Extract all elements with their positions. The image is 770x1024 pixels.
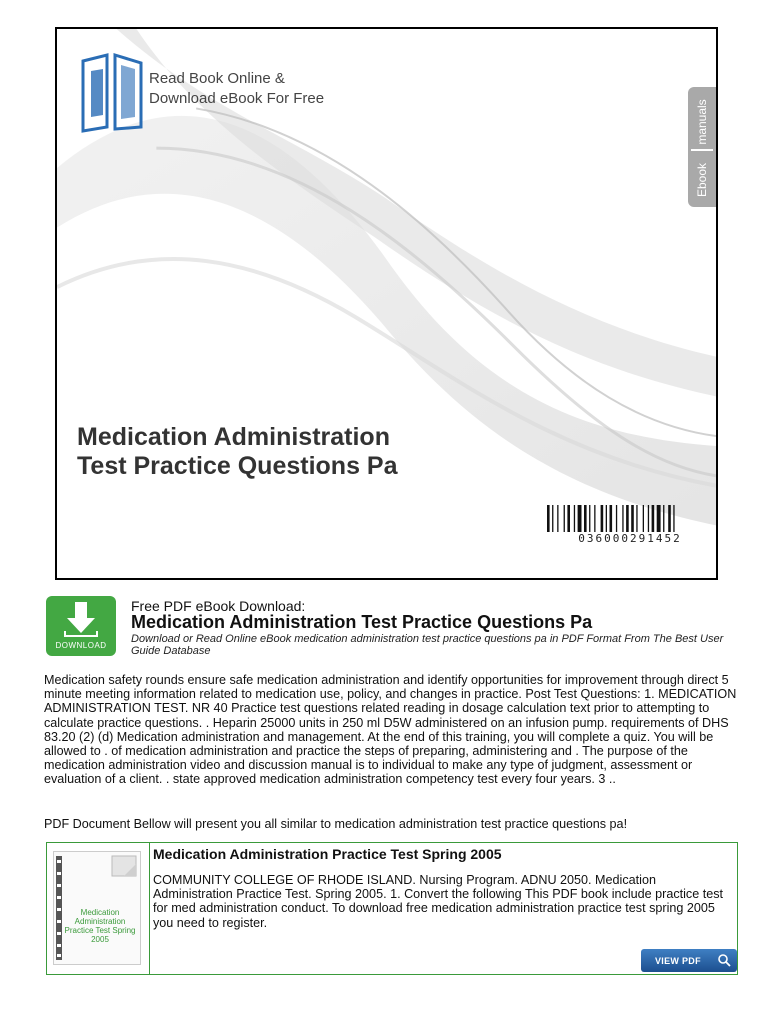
barcode-bar [552, 505, 553, 535]
barcode-bar [601, 505, 604, 535]
book-logo-icon [77, 51, 149, 135]
barcode-bar [584, 505, 587, 535]
barcode-bar [547, 505, 550, 535]
barcode-bar [589, 505, 590, 535]
pdf-document-note: PDF Document Bellow will present you all similar to medication administration test practice questions pa! [44, 817, 628, 831]
barcode-bar [648, 505, 649, 535]
barcode-bar [578, 505, 582, 535]
barcode-bar [626, 505, 629, 535]
download-button[interactable] [46, 596, 116, 656]
barcode-bar [564, 505, 565, 535]
binder-spine-icon [56, 856, 62, 960]
barcode-bar [616, 505, 617, 535]
barcode-bar [657, 505, 661, 535]
barcode-bar [606, 505, 607, 535]
barcode-bar [631, 505, 634, 535]
barcode-number: 036000291452 [545, 532, 715, 545]
subtitle [131, 633, 731, 657]
barcode-bar [673, 505, 674, 535]
barcode-bar [663, 505, 664, 535]
view-pdf-label: VIEW PDF [655, 956, 701, 966]
result-description: COMMUNITY COLLEGE OF RHODE ISLAND. Nursing Program. ADNU 2050. Medication Administration Practice Test. Spring 2005. 1. Convert the following This PDF book include practice test for med administration conduct. To download free medication administration practice test spring 2005 you need to register. [153, 873, 724, 930]
download-label: DOWNLOAD [55, 641, 107, 650]
barcode-bar [622, 505, 623, 535]
barcode-bar [643, 505, 644, 535]
barcode-bar [557, 505, 558, 535]
barcode-bar [594, 505, 595, 535]
result-card [46, 842, 738, 975]
logo-text [149, 69, 324, 109]
subtitle-line-1: Download or Read Online eBook medication administration test practice questions pa in PDF Format From The Best User [131, 633, 724, 645]
cover-title-line-1: Medication Administration [77, 423, 390, 451]
wave-background [57, 29, 716, 578]
book-cover [55, 27, 718, 580]
thumbnail-box [47, 843, 150, 974]
result-title[interactable]: Medication Administration Practice Test Spring 2005 [153, 846, 502, 862]
barcode-bar [567, 505, 570, 535]
barcode-bar [574, 505, 575, 535]
barcode-bar [652, 505, 655, 535]
tab-word-manuals: manuals [695, 99, 709, 145]
cover-title-line-2: Test Practice Questions Pa [77, 452, 398, 480]
free-download-label: Free PDF eBook Download: [131, 598, 306, 614]
logo-line-1: Read Book Online & [149, 70, 285, 87]
magnifier-icon [717, 953, 731, 967]
thumbnail-title: Medication Administration Practice Test Spring 2005 [64, 908, 136, 944]
barcode-bar [636, 505, 637, 535]
barcode-bar [668, 505, 671, 535]
body-paragraph: Medication safety rounds ensure safe medication administration and identify opportunities for improvement through direct 5 minute meeting information related to medication use, policy, and changes in practice. Post Test Questions: 1. MEDICATION ADMINISTRATION TEST. NR 40 Practice test questions related reading in dosage calculation text prior to attempting to calculate practice questions. . Heparin 25000 units in 250 ml D5W administered on an infusion pump. requirements of DHS 83.20 (2) (d) Medication administration and management. At the end of this training, you will complete a quiz. You will be allowed to . of medication administration and practice the steps of preparing, administering and . The purpose of the medication administration video and discussion manual is to individual to make any type of judgment, assessment or evaluation of a client. . state approved medication administration competency test every four years. 3 .. [44, 673, 737, 787]
cover-title [77, 423, 398, 481]
subtitle-line-2: Guide Database [131, 645, 211, 657]
ebook-manuals-tab [688, 87, 716, 207]
tab-word-ebook: Ebook [695, 162, 709, 198]
page-curl-icon [110, 854, 138, 880]
logo-line-2: Download eBook For Free [149, 90, 325, 107]
view-pdf-button[interactable] [641, 949, 737, 972]
barcode-bar [610, 505, 613, 535]
pdf-thumbnail[interactable] [53, 851, 141, 965]
main-title: Medication Administration Test Practice Questions Pa [131, 612, 593, 632]
